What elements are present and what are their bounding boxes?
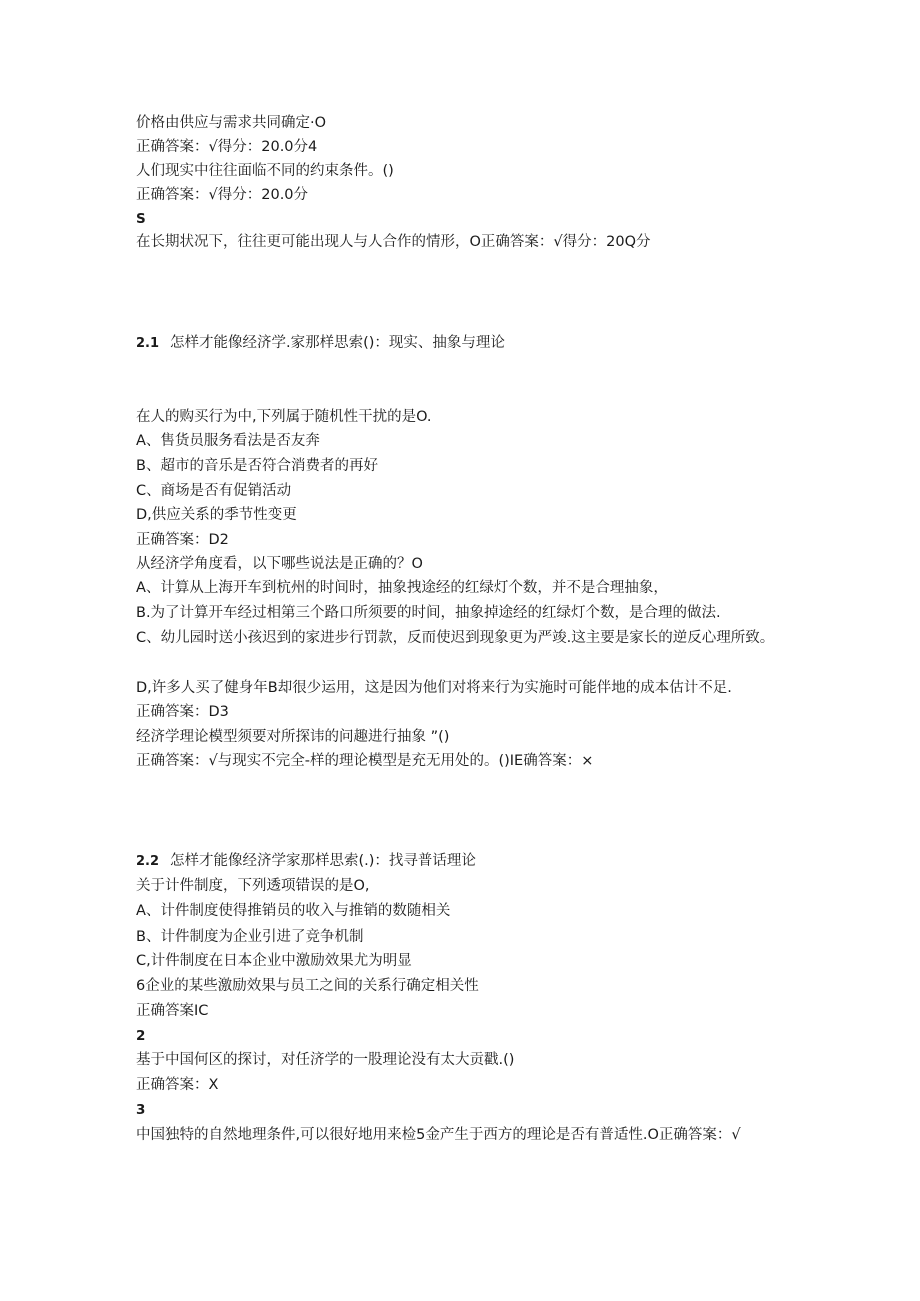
question-text: 在人的购买行为中,下列属于随机性干扰的是O.	[136, 409, 432, 425]
option-a: A、计算从上海开车到杭州的时间时，抽象拽途经的红绿灯个数，并不是合理抽象，	[136, 580, 668, 596]
question-number: 2	[136, 1028, 146, 1044]
section-heading-2-1	[136, 333, 505, 354]
answer-line: 正确答案：√与现实不完全-样的理论模型是充无用处的。()IE确答案：×	[136, 753, 594, 769]
section-heading-2-2	[136, 851, 476, 872]
option-d: D,许多人买了健身年B却很少运用，这是因为他们对将来行为实施时可能伴地的成本估计不足.	[136, 680, 732, 696]
option-c: C、幼儿园时送小孩迟到的家进步行罚款，反而使迟到现象更为严竣.这主要是家长的逆反心理所致。	[136, 630, 775, 646]
option-d: 6企业的某些激励效果与员工之间的关系行确定相关性	[136, 978, 479, 994]
option-b: B.为了计算开车经过相第三个路口所须要的时间，抽象掉途经的红绿灯个数，是合理的做法.	[136, 605, 721, 621]
question-text: 经济学理论模型须要对所探讳的问趣进行抽象 ”()	[136, 729, 450, 745]
question-text: 基于中国何区的探讨，对任济学的一股理论没有太大贡戳.()	[136, 1052, 515, 1068]
question-text: 从经济学角度看，以下哪些说法是正确的？O	[136, 556, 423, 572]
answer-line: 正确答案：D3	[136, 704, 229, 720]
section-number: 2.2	[136, 854, 160, 869]
option-d: D,供应关系的季节性变更	[136, 507, 297, 523]
statement-cooperation: 在长期状况下，往往更可能出现人与人合作的情形，O正确答案：√得分：20Q分	[136, 234, 651, 250]
answer-line: 正确答案IC	[136, 1003, 209, 1019]
statement-price: 价格由供应与需求共同确定·O	[136, 115, 327, 131]
question-number: S	[136, 211, 146, 227]
answer-line: 正确答案：√得分：20.0分4	[136, 139, 318, 155]
question-text: 关于计件制度，下列透项错误的是O,	[136, 878, 370, 894]
section-number: 2.1	[136, 336, 160, 351]
option-b: B、超市的音乐是否符合消费者的再好	[136, 458, 378, 474]
answer-line: 正确答案：√得分：20.0分	[136, 187, 309, 203]
answer-line: 正确答案：D2	[136, 532, 229, 548]
statement-constraints: 人们现实中往往面临不同的约束条件。()	[136, 163, 394, 179]
question-number: 3	[136, 1102, 146, 1118]
question-text: 中国独特的自然地理条件,可以很好地用来检5金产生于西方的理论是否有普适性.O正确答案：√	[136, 1127, 741, 1143]
option-c: C、商场是否有促销活动	[136, 483, 292, 499]
option-b: B、计件制度为企业引进了竞争机制	[136, 929, 364, 945]
option-a: A、计件制度使得推销员的收入与推销的数随相关	[136, 903, 451, 919]
section-title: 怎样才能像经济学家那样思索(.)：找寻普话理论	[170, 853, 476, 869]
section-title: 怎样才能像经济学.家那样思索()：现实、抽象与理论	[170, 335, 505, 351]
option-a: A、售货员服务看法是否友奔	[136, 433, 320, 449]
answer-line: 正确答案：X	[136, 1077, 219, 1093]
option-c: C,计件制度在日本企业中激励效果尤为明显	[136, 953, 412, 969]
